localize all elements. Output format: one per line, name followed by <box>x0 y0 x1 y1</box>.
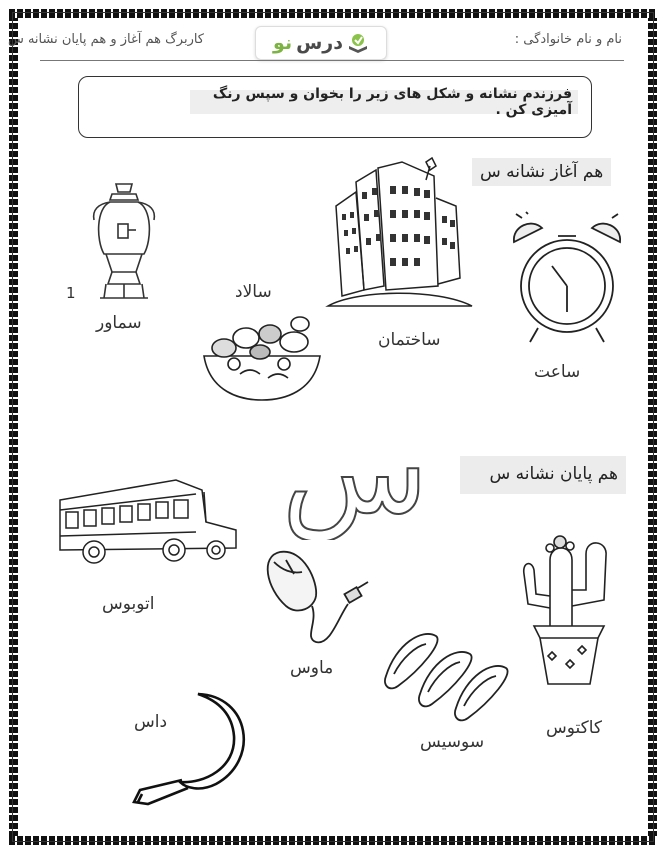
word-building: ساختمان <box>378 330 441 350</box>
sickle-icon <box>130 690 262 810</box>
computer-mouse-icon <box>264 548 376 648</box>
samovar-icon <box>88 180 160 305</box>
word-salad: سالاد <box>235 282 272 302</box>
logo-text-dars: درس <box>296 32 343 54</box>
building-icon <box>326 158 474 310</box>
section-title-start: هم آغاز نشانه س <box>472 158 611 186</box>
word-clock: ساعت <box>534 362 581 382</box>
stray-mark: 1 <box>66 284 76 302</box>
sausage-icon <box>380 624 520 720</box>
word-bus: اتوبوس <box>102 594 155 614</box>
worksheet-title: کاربرگ هم آغاز و هم پایان نشانه س <box>7 32 204 47</box>
big-letter-text: س <box>281 420 429 540</box>
word-sausage: سوسیس <box>420 732 485 752</box>
instruction-text: فرزندم نشانه و شکل های زیر را بخوان و سپس رنگ آمیزی کن . <box>190 90 578 114</box>
logo-text-no: نو <box>273 32 293 54</box>
big-letter-sin <box>270 420 440 540</box>
word-samovar: سماور <box>96 313 142 333</box>
word-sickle: داس <box>134 712 168 732</box>
cactus-icon <box>520 530 616 690</box>
alarm-clock-icon <box>508 212 626 350</box>
site-logo <box>255 26 387 60</box>
salad-bowl-icon <box>200 312 324 404</box>
name-field-label: نام و نام خانوادگی : <box>514 32 622 47</box>
section-title-end: هم پایان نشانه س <box>460 456 626 494</box>
word-cactus: کاکتوس <box>546 718 603 738</box>
book-logo-icon <box>347 32 369 54</box>
word-mouse: ماوس <box>290 658 334 678</box>
header-divider <box>40 60 624 61</box>
bus-icon <box>56 476 238 566</box>
